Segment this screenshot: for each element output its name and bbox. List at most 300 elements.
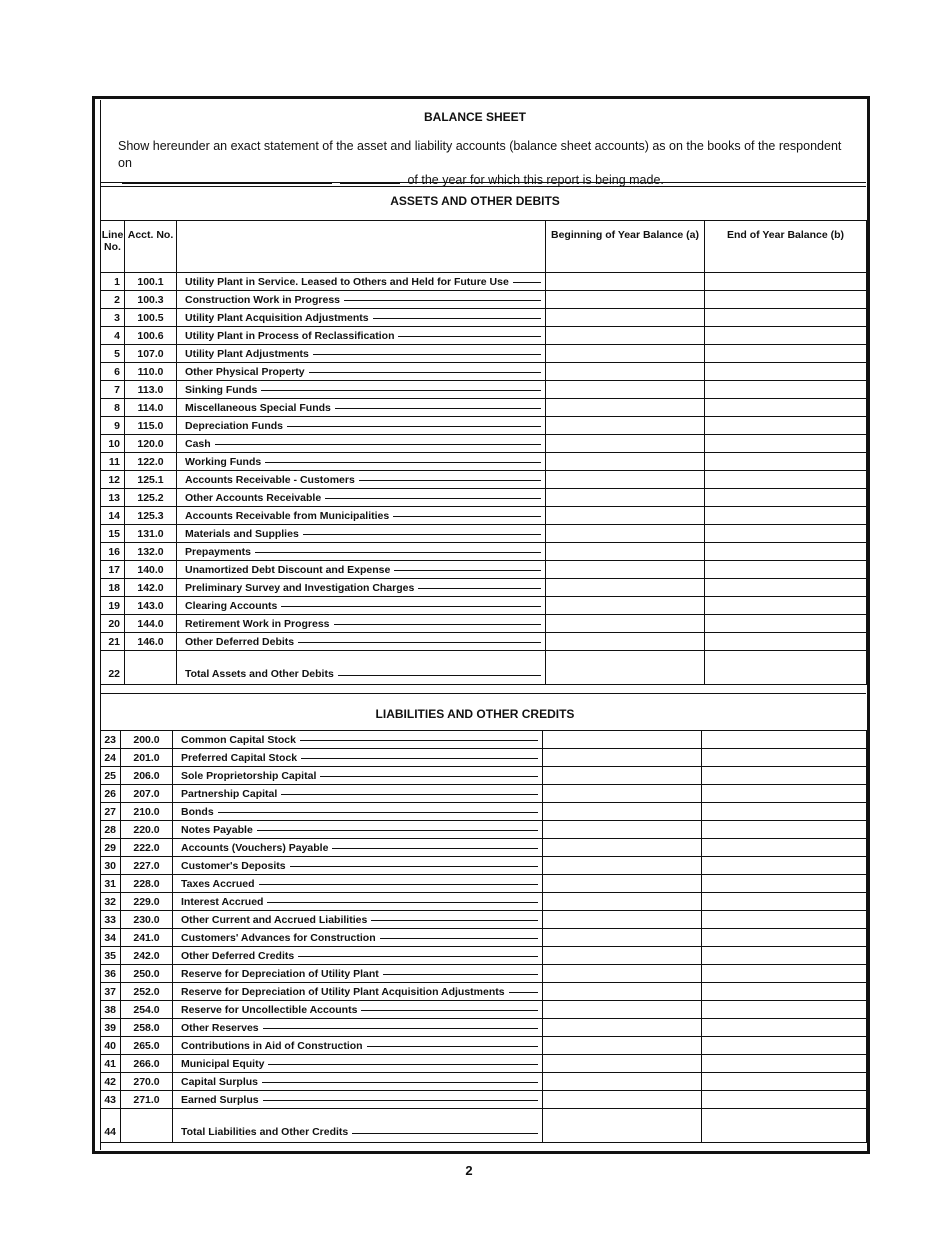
line-number: 44	[101, 1109, 121, 1143]
account-description	[177, 453, 546, 471]
end-balance-cell[interactable]	[705, 435, 867, 453]
table-row	[101, 543, 867, 561]
beginning-balance-cell[interactable]	[543, 767, 702, 785]
account-label: Customer's Deposits	[181, 860, 290, 872]
beginning-balance-cell[interactable]	[546, 417, 705, 435]
account-label: Other Accounts Receivable	[185, 492, 325, 504]
table-row	[101, 1001, 867, 1019]
beginning-balance-cell[interactable]	[543, 1055, 702, 1073]
account-label: Earned Surplus	[181, 1094, 263, 1106]
table-row	[101, 1091, 867, 1109]
liabilities-heading: LIABILITIES AND OTHER CREDITS	[375, 707, 575, 721]
line-number: 19	[101, 597, 125, 615]
account-number: 265.0	[121, 1037, 173, 1055]
account-description	[173, 965, 543, 983]
account-description	[173, 1073, 543, 1091]
beginning-balance-cell[interactable]	[546, 309, 705, 327]
table-row	[101, 327, 867, 345]
beginning-balance-cell[interactable]	[546, 597, 705, 615]
account-description	[177, 489, 546, 507]
col-line-header: Line No.	[101, 221, 125, 273]
line-number: 3	[101, 309, 125, 327]
table-row	[101, 749, 867, 767]
end-balance-cell[interactable]	[702, 839, 867, 857]
table-row	[101, 929, 867, 947]
end-balance-cell[interactable]	[705, 273, 867, 291]
beginning-balance-cell[interactable]	[546, 345, 705, 363]
account-number: 125.3	[125, 507, 177, 525]
line-number: 9	[101, 417, 125, 435]
line-number: 17	[101, 561, 125, 579]
account-label: Retirement Work in Progress	[185, 618, 334, 630]
table-row	[101, 291, 867, 309]
beginning-balance-cell[interactable]	[543, 1019, 702, 1037]
account-label: Accounts Receivable - Customers	[185, 474, 359, 486]
line-number: 23	[101, 731, 121, 749]
beginning-balance-cell[interactable]	[546, 651, 705, 685]
line-number: 43	[101, 1091, 121, 1109]
table-row	[101, 839, 867, 857]
beginning-balance-cell[interactable]	[546, 579, 705, 597]
account-label: Prepayments	[185, 546, 255, 558]
end-balance-cell[interactable]	[702, 947, 867, 965]
divider	[100, 693, 866, 694]
assets-table	[100, 220, 867, 685]
line-number: 1	[101, 273, 125, 291]
end-balance-cell[interactable]	[702, 983, 867, 1001]
table-row	[101, 803, 867, 821]
account-number: 250.0	[121, 965, 173, 983]
table-row	[101, 731, 867, 749]
col-end-header: End of Year Balance (b)	[705, 221, 867, 273]
table-row	[101, 911, 867, 929]
end-balance-cell[interactable]	[705, 345, 867, 363]
account-label: Miscellaneous Special Funds	[185, 402, 335, 414]
line-number: 7	[101, 381, 125, 399]
beginning-balance-cell[interactable]	[543, 1091, 702, 1109]
end-balance-cell[interactable]	[705, 381, 867, 399]
table-row	[101, 471, 867, 489]
end-balance-cell[interactable]	[702, 821, 867, 839]
beginning-balance-cell[interactable]	[546, 435, 705, 453]
end-balance-cell[interactable]	[705, 651, 867, 685]
beginning-balance-cell[interactable]	[546, 507, 705, 525]
table-row	[101, 875, 867, 893]
line-number: 10	[101, 435, 125, 453]
line-number: 25	[101, 767, 121, 785]
end-balance-cell[interactable]	[705, 597, 867, 615]
line-number: 36	[101, 965, 121, 983]
account-label: Preliminary Survey and Investigation Charges	[185, 582, 418, 594]
account-label: Sinking Funds	[185, 384, 261, 396]
account-description	[173, 983, 543, 1001]
account-description	[177, 651, 546, 685]
line-number: 31	[101, 875, 121, 893]
beginning-balance-cell[interactable]	[543, 839, 702, 857]
end-balance-cell[interactable]	[705, 453, 867, 471]
table-row	[101, 381, 867, 399]
liabilities-total-row	[101, 1109, 867, 1143]
account-number	[125, 651, 177, 685]
end-balance-cell[interactable]	[705, 363, 867, 381]
line-number: 39	[101, 1019, 121, 1037]
account-number: 207.0	[121, 785, 173, 803]
account-description	[173, 857, 543, 875]
account-number: 241.0	[121, 929, 173, 947]
account-description	[173, 1091, 543, 1109]
line-number: 29	[101, 839, 121, 857]
beginning-balance-cell[interactable]	[546, 453, 705, 471]
line-number: 33	[101, 911, 121, 929]
beginning-balance-cell[interactable]	[543, 749, 702, 767]
beginning-balance-cell[interactable]	[543, 731, 702, 749]
beginning-balance-cell[interactable]	[546, 525, 705, 543]
beginning-balance-cell[interactable]	[546, 561, 705, 579]
page-number: 2	[465, 1163, 473, 1178]
account-description	[177, 597, 546, 615]
account-label: Bonds	[181, 806, 218, 818]
account-description	[173, 1037, 543, 1055]
account-number: 222.0	[121, 839, 173, 857]
table-row	[101, 363, 867, 381]
end-balance-cell[interactable]	[702, 1001, 867, 1019]
account-description	[177, 579, 546, 597]
account-description	[173, 893, 543, 911]
end-balance-cell[interactable]	[705, 633, 867, 651]
account-label: Taxes Accrued	[181, 878, 259, 890]
end-balance-cell[interactable]	[705, 543, 867, 561]
line-number: 21	[101, 633, 125, 651]
table-row	[101, 579, 867, 597]
account-description	[177, 435, 546, 453]
line-number: 5	[101, 345, 125, 363]
account-number: 100.3	[125, 291, 177, 309]
account-label: Utility Plant Acquisition Adjustments	[185, 312, 373, 324]
account-number: 107.0	[125, 345, 177, 363]
account-description	[173, 785, 543, 803]
beginning-balance-cell[interactable]	[543, 983, 702, 1001]
account-label: Other Current and Accrued Liabilities	[181, 914, 371, 926]
table-row	[101, 821, 867, 839]
liabilities-table	[100, 730, 867, 1143]
account-number: 113.0	[125, 381, 177, 399]
account-label: Utility Plant in Service. Leased to Others and Held for Future Use	[185, 276, 513, 288]
account-description	[173, 1109, 543, 1143]
beginning-balance-cell[interactable]	[546, 363, 705, 381]
beginning-balance-cell[interactable]	[543, 821, 702, 839]
line-number: 26	[101, 785, 121, 803]
account-description	[173, 911, 543, 929]
account-label: Depreciation Funds	[185, 420, 287, 432]
line-number: 40	[101, 1037, 121, 1055]
beginning-balance-cell[interactable]	[543, 803, 702, 821]
account-label: Common Capital Stock	[181, 734, 300, 746]
account-label: Cash	[185, 438, 215, 450]
account-description	[177, 273, 546, 291]
account-number: 200.0	[121, 731, 173, 749]
account-label: Total Assets and Other Debits	[185, 668, 338, 680]
account-label: Other Reserves	[181, 1022, 263, 1034]
account-number: 258.0	[121, 1019, 173, 1037]
line-number: 16	[101, 543, 125, 561]
col-acct-header: Acct. No.	[125, 221, 177, 273]
account-number: 201.0	[121, 749, 173, 767]
account-number: 115.0	[125, 417, 177, 435]
account-description	[177, 561, 546, 579]
line-number: 34	[101, 929, 121, 947]
beginning-balance-cell[interactable]	[546, 543, 705, 561]
line-number: 20	[101, 615, 125, 633]
table-row	[101, 417, 867, 435]
end-balance-cell[interactable]	[702, 929, 867, 947]
account-label: Reserve for Depreciation of Utility Plant Acquisition Adjustments	[181, 986, 509, 998]
account-label: Utility Plant Adjustments	[185, 348, 313, 360]
table-row	[101, 1055, 867, 1073]
account-number: 144.0	[125, 615, 177, 633]
beginning-balance-cell[interactable]	[543, 1001, 702, 1019]
table-row	[101, 857, 867, 875]
end-balance-cell[interactable]	[705, 291, 867, 309]
end-balance-cell[interactable]	[702, 893, 867, 911]
account-description	[177, 633, 546, 651]
table-row	[101, 965, 867, 983]
account-description	[177, 309, 546, 327]
account-number: 220.0	[121, 821, 173, 839]
account-number: 146.0	[125, 633, 177, 651]
line-number: 14	[101, 507, 125, 525]
line-number: 8	[101, 399, 125, 417]
table-row	[101, 1019, 867, 1037]
account-description	[177, 471, 546, 489]
line-number: 18	[101, 579, 125, 597]
end-balance-cell[interactable]	[702, 1091, 867, 1109]
account-description	[173, 875, 543, 893]
account-label: Notes Payable	[181, 824, 257, 836]
table-row	[101, 561, 867, 579]
table-row	[101, 273, 867, 291]
end-balance-cell[interactable]	[702, 875, 867, 893]
beginning-balance-cell[interactable]	[543, 857, 702, 875]
beginning-balance-cell[interactable]	[546, 291, 705, 309]
table-row	[101, 893, 867, 911]
account-label: Sole Proprietorship Capital	[181, 770, 320, 782]
account-description	[177, 417, 546, 435]
account-label: Customers' Advances for Construction	[181, 932, 380, 944]
table-row	[101, 345, 867, 363]
line-number: 11	[101, 453, 125, 471]
account-description	[173, 749, 543, 767]
end-balance-cell[interactable]	[705, 579, 867, 597]
beginning-balance-cell[interactable]	[546, 327, 705, 345]
account-label: Municipal Equity	[181, 1058, 268, 1070]
account-number: 100.5	[125, 309, 177, 327]
line-number: 37	[101, 983, 121, 1001]
beginning-balance-cell[interactable]	[546, 471, 705, 489]
end-balance-cell[interactable]	[705, 489, 867, 507]
account-description	[173, 731, 543, 749]
beginning-balance-cell[interactable]	[546, 615, 705, 633]
end-balance-cell[interactable]	[702, 911, 867, 929]
line-number: 6	[101, 363, 125, 381]
line-number: 27	[101, 803, 121, 821]
account-description	[173, 1055, 543, 1073]
beginning-balance-cell[interactable]	[543, 875, 702, 893]
col-begin-header: Beginning of Year Balance (a)	[546, 221, 705, 273]
end-balance-cell[interactable]	[702, 1019, 867, 1037]
line-number: 13	[101, 489, 125, 507]
account-number: 100.1	[125, 273, 177, 291]
account-description	[173, 1019, 543, 1037]
table-row	[101, 767, 867, 785]
end-balance-cell[interactable]	[705, 309, 867, 327]
account-number	[121, 1109, 173, 1143]
account-description	[177, 345, 546, 363]
account-number: 125.2	[125, 489, 177, 507]
beginning-balance-cell[interactable]	[546, 381, 705, 399]
account-number: 132.0	[125, 543, 177, 561]
line-number: 28	[101, 821, 121, 839]
assets-heading: ASSETS AND OTHER DEBITS	[390, 194, 560, 208]
end-balance-cell[interactable]	[702, 1055, 867, 1073]
account-number: 122.0	[125, 453, 177, 471]
end-balance-cell[interactable]	[702, 749, 867, 767]
account-label: Reserve for Depreciation of Utility Plant	[181, 968, 383, 980]
account-label: Utility Plant in Process of Reclassification	[185, 330, 398, 342]
table-row	[101, 399, 867, 417]
end-balance-cell[interactable]	[705, 399, 867, 417]
page-title: BALANCE SHEET	[423, 110, 526, 124]
end-balance-cell[interactable]	[702, 857, 867, 875]
line-number: 15	[101, 525, 125, 543]
account-label: Interest Accrued	[181, 896, 267, 908]
end-balance-cell[interactable]	[705, 525, 867, 543]
line-number: 30	[101, 857, 121, 875]
account-number: 143.0	[125, 597, 177, 615]
account-number: 242.0	[121, 947, 173, 965]
table-row	[101, 309, 867, 327]
line-number: 2	[101, 291, 125, 309]
account-description	[177, 507, 546, 525]
account-description	[177, 399, 546, 417]
end-balance-cell[interactable]	[702, 1037, 867, 1055]
account-description	[177, 525, 546, 543]
table-row	[101, 489, 867, 507]
account-description	[173, 929, 543, 947]
end-balance-cell[interactable]	[702, 803, 867, 821]
table-row	[101, 633, 867, 651]
beginning-balance-cell[interactable]	[543, 1109, 702, 1143]
end-balance-cell[interactable]	[705, 327, 867, 345]
account-number: 110.0	[125, 363, 177, 381]
divider	[100, 182, 866, 183]
end-balance-cell[interactable]	[705, 561, 867, 579]
end-balance-cell[interactable]	[702, 731, 867, 749]
beginning-balance-cell[interactable]	[543, 911, 702, 929]
line-number: 42	[101, 1073, 121, 1091]
account-number: 120.0	[125, 435, 177, 453]
account-description	[173, 767, 543, 785]
end-balance-cell[interactable]	[705, 615, 867, 633]
account-label: Contributions in Aid of Construction	[181, 1040, 367, 1052]
line-number: 35	[101, 947, 121, 965]
account-number: 114.0	[125, 399, 177, 417]
date-blank[interactable]	[122, 183, 332, 184]
account-number: 142.0	[125, 579, 177, 597]
beginning-balance-cell[interactable]	[546, 633, 705, 651]
account-number: 227.0	[121, 857, 173, 875]
beginning-balance-cell[interactable]	[543, 1037, 702, 1055]
beginning-balance-cell[interactable]	[543, 929, 702, 947]
account-label: Capital Surplus	[181, 1076, 262, 1088]
account-label: Construction Work in Progress	[185, 294, 344, 306]
account-description	[173, 821, 543, 839]
account-number: 206.0	[121, 767, 173, 785]
end-balance-cell[interactable]	[705, 471, 867, 489]
account-label: Accounts Receivable from Municipalities	[185, 510, 393, 522]
table-row	[101, 435, 867, 453]
end-balance-cell[interactable]	[702, 767, 867, 785]
account-description	[173, 947, 543, 965]
account-description	[177, 615, 546, 633]
line-number: 38	[101, 1001, 121, 1019]
account-label: Unamortized Debt Discount and Expense	[185, 564, 394, 576]
end-balance-cell[interactable]	[702, 1109, 867, 1143]
table-row	[101, 947, 867, 965]
account-number: 229.0	[121, 893, 173, 911]
account-label: Other Deferred Credits	[181, 950, 298, 962]
intro-part1: Show hereunder an exact statement of the asset and liability accounts (balance sheet accounts) as on the books of the respondent on	[118, 139, 842, 170]
line-number: 41	[101, 1055, 121, 1073]
account-number: 271.0	[121, 1091, 173, 1109]
account-number: 125.1	[125, 471, 177, 489]
table-row	[101, 453, 867, 471]
end-balance-cell[interactable]	[702, 785, 867, 803]
beginning-balance-cell[interactable]	[543, 965, 702, 983]
beginning-balance-cell[interactable]	[546, 489, 705, 507]
account-label: Other Deferred Debits	[185, 636, 298, 648]
account-number: 266.0	[121, 1055, 173, 1073]
account-number: 100.6	[125, 327, 177, 345]
account-label: Partnership Capital	[181, 788, 281, 800]
account-label: Working Funds	[185, 456, 265, 468]
table-row	[101, 507, 867, 525]
end-balance-cell[interactable]	[705, 507, 867, 525]
table-row	[101, 785, 867, 803]
table-row	[101, 597, 867, 615]
account-label: Total Liabilities and Other Credits	[181, 1126, 352, 1138]
beginning-balance-cell[interactable]	[543, 785, 702, 803]
account-description	[173, 839, 543, 857]
beginning-balance-cell[interactable]	[543, 947, 702, 965]
beginning-balance-cell[interactable]	[543, 893, 702, 911]
end-balance-cell[interactable]	[705, 417, 867, 435]
account-description	[177, 327, 546, 345]
beginning-balance-cell[interactable]	[543, 1073, 702, 1091]
account-label: Clearing Accounts	[185, 600, 281, 612]
year-blank[interactable]	[340, 183, 400, 184]
col-desc-header	[177, 221, 546, 273]
account-number: 252.0	[121, 983, 173, 1001]
account-label: Accounts (Vouchers) Payable	[181, 842, 332, 854]
beginning-balance-cell[interactable]	[546, 273, 705, 291]
divider	[100, 186, 866, 187]
line-number: 4	[101, 327, 125, 345]
table-row	[101, 1037, 867, 1055]
table-row	[101, 525, 867, 543]
end-balance-cell[interactable]	[702, 1073, 867, 1091]
beginning-balance-cell[interactable]	[546, 399, 705, 417]
end-balance-cell[interactable]	[702, 965, 867, 983]
